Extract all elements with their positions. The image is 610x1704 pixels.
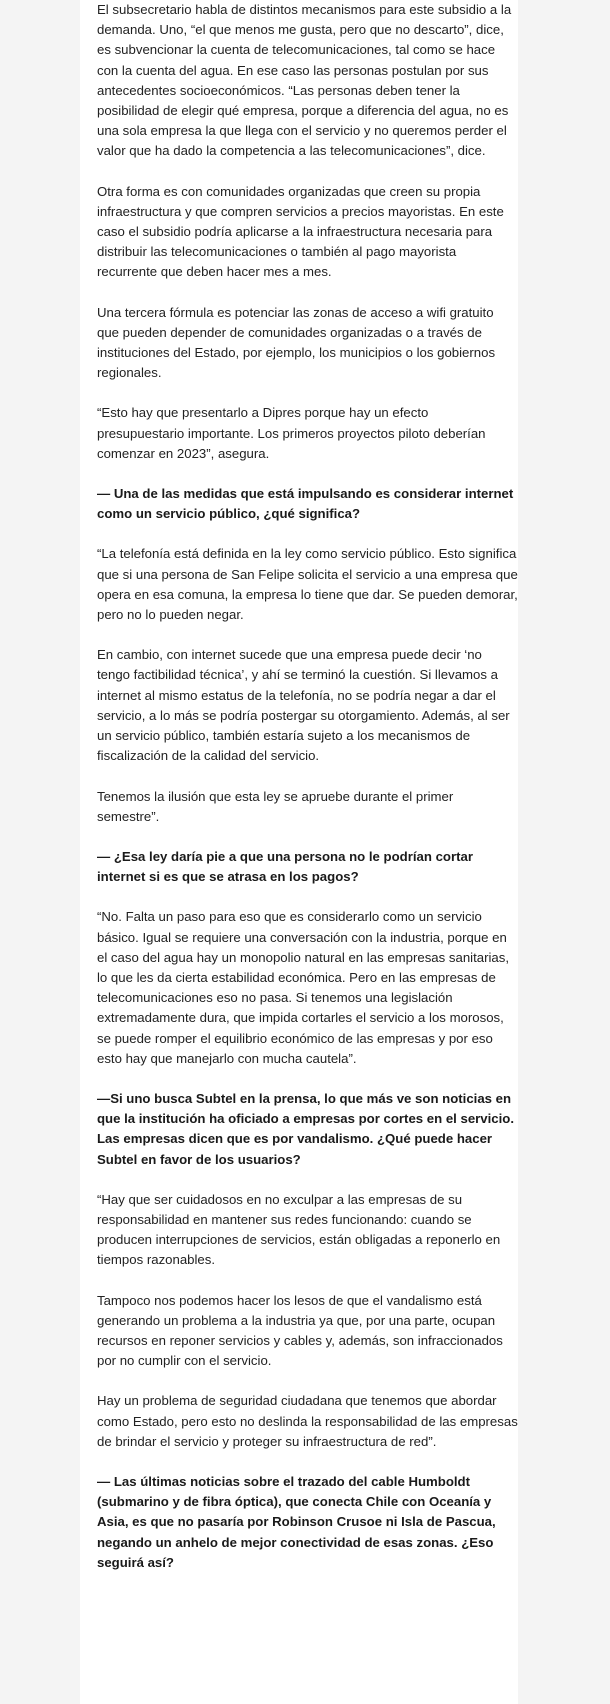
left-page-margin bbox=[0, 0, 80, 1704]
article-paragraph: “Hay que ser cuidadosos en no exculpar a las empresas de su responsabilidad en mantener sus redes funcionando: cuando se producen interrupciones de servicios, están obligadas a reponerlo en tiempos razonables. bbox=[97, 1191, 501, 1268]
interview-question: — Una de las medidas que está impulsando es considerar internet como un servicio público, ¿qué significa? bbox=[97, 486, 514, 522]
article-paragraph: Otra forma es con comunidades organizadas que creen su propia infraestructura y que compren servicios a precios mayoristas. En este caso el subsidio podría aplicarse a la infraestructura necesaria para distribuir las telecomunicaciones o también al pago mayorista recurrente que deben hacer mes a mes. bbox=[97, 183, 504, 280]
article-paragraph: El subsecretario habla de distintos mecanismos para este subsidio a la demanda. Uno, “el que menos me gusta, pero que no descarto”, dice, es subvencionar la cuenta de telecomunicaciones, tal como se hace con la cuenta del agua. En ese caso las personas postulan por sus antecedentes socioeconómicos. “Las personas deben tener la posibilidad de elegir qué empresa, porque a diferencia del agua, no es una sola empresa la que llega con el servicio y no queremos perder el valor que ha dado la competencia a las telecomunicaciones”, dice. bbox=[97, 2, 512, 159]
interview-question: — Las últimas noticias sobre el trazado del cable Humboldt (submarino y de fibra óptica), que conecta Chile con Oceanía y Asia, es que no pasaría por Robinson Crusoe ni Isla de Pascua, negando un anhelo de mejor conectividad de esas zonas. ¿Eso seguirá así? bbox=[97, 1473, 496, 1570]
right-page-margin bbox=[518, 0, 610, 1704]
article-paragraph: “Esto hay que presentarlo a Dipres porque hay un efecto presupuestario importante. Los primeros proyectos piloto deberían comenzar en 2023”, asegura. bbox=[97, 405, 486, 461]
article-paragraph: Una tercera fórmula es potenciar las zonas de acceso a wifi gratuito que pueden depender de comunidades organizadas o a través de instituciones del Estado, por ejemplo, los municipios o los gobiernos regionales. bbox=[97, 304, 496, 381]
interview-question: —Si uno busca Subtel en la prensa, lo que más ve son noticias en que la institución ha oficiado a empresas por cortes en el servicio. Las empresas dicen que es por vandalismo. ¿Qué puede hacer Subtel en favor de los usuarios? bbox=[97, 1090, 515, 1167]
article-paragraph: En cambio, con internet sucede que una empresa puede decir ‘no tengo factibilidad técnica’, y ahí se terminó la cuestión. Si llevamos a internet al mismo estatus de la telefonía, no se podría negar a dar el servicio, a lo más se podría postergar su otorgamiento. Además, al ser un servicio público, también estaría sujeto a los mecanismos de fiscalización de la calidad del servicio. bbox=[97, 647, 510, 764]
article-paragraph: “No. Falta un paso para eso que es considerarlo como un servicio básico. Igual se requiere una conversación con la industria, porque en el caso del agua hay un monopolio natural en las empresas sanitarias, lo que les da cierta estabilidad económica. Pero en las empresas de telecomunicaciones eso no pasa. Si tenemos una legislación extremadamente dura, que impida cortarles el servicio a los morosos, se puede romper el equilibrio económico de las empresas y por eso esto hay que manejarlo con mucha cautela”. bbox=[97, 909, 509, 1066]
article-body bbox=[80, 0, 518, 1593]
article-paragraph: “La telefonía está definida en la ley como servicio público. Esto significa que si una persona de San Felipe solicita el servicio a una empresa que opera en esa comuna, la empresa lo tiene que dar. Se pueden demorar, pero no lo pueden negar. bbox=[97, 546, 518, 623]
interview-question: — ¿Esa ley daría pie a que una persona no le podrían cortar internet si es que se atrasa en los pagos? bbox=[97, 848, 473, 885]
article-paragraph: Tenemos la ilusión que esta ley se apruebe durante el primer semestre”. bbox=[97, 788, 454, 824]
article-paragraph: Tampoco nos podemos hacer los lesos de que el vandalismo está generando un problema a la industria ya que, por una parte, ocupan recursos en reponer servicios y cables y, además, son infraccionados por no cumplir con el servicio. bbox=[97, 1292, 503, 1369]
article-paragraph: Hay un problema de seguridad ciudadana que tenemos que abordar como Estado, pero esto no deslinda la responsabilidad de las empresas de brindar el servicio y proteger su infraestructura de red”. bbox=[97, 1393, 518, 1449]
